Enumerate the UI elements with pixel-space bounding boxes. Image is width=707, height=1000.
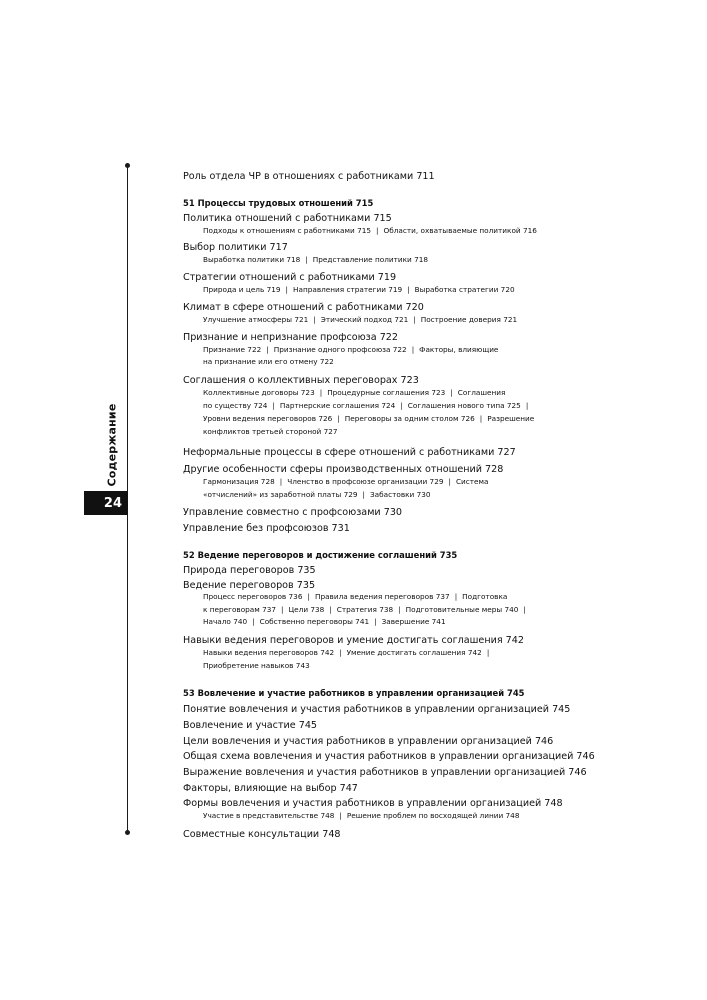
toc-subentry: Цели 738 <box>288 605 325 614</box>
separator: | <box>479 414 483 423</box>
toc-entry: Навыки ведения переговоров и умение достигать соглашения 742 <box>183 635 524 646</box>
toc-chapter-heading: 51 Процессы трудовых отношений 715 <box>183 198 374 208</box>
separator: | <box>398 605 401 614</box>
toc-subentry: Соглашения <box>457 388 506 397</box>
toc-subentry: Завершение 741 <box>381 617 446 626</box>
toc-entry: Выбор политики 717 <box>183 242 288 253</box>
separator: | <box>305 255 308 264</box>
toc-subentry: Области, охватываемые политикой 716 <box>383 226 537 235</box>
toc-subentry: Улучшение атмосферы 721 <box>203 315 309 324</box>
section-title-vertical: Содержание <box>105 403 119 487</box>
toc-subentry: Подготовка <box>462 592 508 601</box>
separator: | <box>523 605 526 614</box>
separator: | <box>411 345 415 354</box>
separator: | <box>337 414 340 423</box>
toc-entry: Неформальные процессы в сфере отношений с работниками 727 <box>183 447 516 458</box>
toc-subentries <box>203 388 505 397</box>
page-number: 24 <box>103 495 122 511</box>
toc-subentry: Признание 722 <box>203 345 262 354</box>
toc-subentry: Решение проблем по восходящей линии 748 <box>346 811 520 820</box>
separator: | <box>339 811 342 820</box>
separator: | <box>486 648 490 657</box>
toc-subentry: по существу 724 <box>203 401 268 410</box>
toc-subentry: Приобретение навыков 743 <box>203 661 310 670</box>
toc-subentries <box>203 477 489 486</box>
toc-subentries <box>203 661 310 670</box>
toc-subentry: Забастовки 730 <box>369 490 431 499</box>
toc-subentry: Уровни ведения переговоров 726 <box>203 414 333 423</box>
toc-subentries <box>203 315 517 324</box>
toc-subentries <box>203 414 534 423</box>
toc-subentries <box>203 285 515 294</box>
toc-subentry: Правила ведения переговоров 737 <box>314 592 450 601</box>
toc-subentries <box>203 401 533 410</box>
toc-entry: Климат в сфере отношений с работниками 720 <box>183 302 424 313</box>
toc-entry: Цели вовлечения и участия работников в управлении организацией 746 <box>183 736 554 747</box>
toc-entry: Природа переговоров 735 <box>183 565 316 576</box>
toc-subentry: Собственно переговоры 741 <box>259 617 370 626</box>
toc-entry: Соглашения о коллективных переговорах 723 <box>183 375 419 386</box>
separator: | <box>313 315 316 324</box>
toc-subentry: Факторы, влияющие <box>419 345 499 354</box>
toc-subentry: Природа и цель 719 <box>203 285 281 294</box>
toc-entry: Роль отдела ЧР в отношениях с работниками 711 <box>183 171 435 182</box>
toc-subentry: «отчислений» из заработной платы 729 <box>203 490 358 499</box>
toc-subentry: Признание одного профсоюза 722 <box>273 345 407 354</box>
toc-subentry: Переговоры за одним столом 726 <box>344 414 475 423</box>
toc-entry: Управление без профсоюзов 731 <box>183 523 350 534</box>
separator: | <box>266 345 269 354</box>
toc-subentry: Построение доверия 721 <box>420 315 518 324</box>
toc-entry: Факторы, влияющие на выбор 747 <box>183 783 358 794</box>
toc-subentries <box>203 605 531 614</box>
toc-subentries <box>203 648 494 657</box>
toc-subentry: Навыки ведения переговоров 742 <box>203 648 335 657</box>
toc-subentry: Направления стратегии 719 <box>293 285 403 294</box>
separator: | <box>374 617 377 626</box>
toc-subentry: Система <box>455 477 489 486</box>
page-number-badge <box>84 491 128 515</box>
toc-subentry: Начало 740 <box>203 617 248 626</box>
rule-top-dot <box>125 163 130 168</box>
separator: | <box>400 401 403 410</box>
toc-subentries <box>203 811 519 820</box>
toc-subentry: Разрешение <box>487 414 535 423</box>
toc-entry: Формы вовлечения и участия работников в управлении организацией 748 <box>183 798 563 809</box>
separator: | <box>252 617 255 626</box>
separator: | <box>450 388 453 397</box>
toc-subentry: Соглашения нового типа 725 <box>407 401 521 410</box>
separator: | <box>525 401 529 410</box>
toc-subentries <box>203 490 431 499</box>
separator: | <box>272 401 275 410</box>
toc-subentry: Умение достигать соглашения 742 <box>346 648 482 657</box>
toc-subentries <box>203 427 338 436</box>
separator: | <box>362 490 365 499</box>
toc-subentry: Гармонизация 728 <box>203 477 275 486</box>
separator: | <box>454 592 458 601</box>
toc-entry: Управление совместно с профсоюзами 730 <box>183 507 403 518</box>
separator: | <box>307 592 310 601</box>
toc-entry: Политика отношений с работниками 715 <box>183 213 392 224</box>
toc-subentries <box>203 226 537 235</box>
toc-entry: Общая схема вовлечения и участия работников в управлении организацией 746 <box>183 751 595 762</box>
separator: | <box>448 477 451 486</box>
toc-subentry: Выработка стратегии 720 <box>414 285 515 294</box>
toc-chapter-heading: 52 Ведение переговоров и достижение соглашений 735 <box>183 550 458 560</box>
toc-subentry: на признание или его отмену 722 <box>203 357 334 366</box>
toc-subentry: Партнерские соглашения 724 <box>279 401 396 410</box>
separator: | <box>376 226 379 235</box>
toc-entry: Стратегии отношений с работниками 719 <box>183 272 397 283</box>
toc-subentry: к переговорам 737 <box>203 605 277 614</box>
separator: | <box>407 285 410 294</box>
toc-subentries <box>203 592 507 601</box>
toc-entry: Другие особенности сферы производственных отношений 728 <box>183 464 504 475</box>
toc-subentry: Представление политики 718 <box>312 255 428 264</box>
toc-entry: Ведение переговоров 735 <box>183 580 316 591</box>
toc-subentries <box>203 357 334 366</box>
toc-entry: Понятие вовлечения и участия работников в управлении организацией 745 <box>183 704 571 715</box>
rule-bottom-dot <box>125 830 130 835</box>
toc-subentries <box>203 345 498 354</box>
separator: | <box>329 605 332 614</box>
toc-subentry: Участие в представительстве 748 <box>203 811 335 820</box>
toc-entry: Вовлечение и участие 745 <box>183 720 318 731</box>
toc-subentry: конфликтов третьей стороной 727 <box>203 427 338 436</box>
toc-chapter-heading: 53 Вовлечение и участие работников в управлении организацией 745 <box>183 688 525 698</box>
separator: | <box>413 315 416 324</box>
toc-subentry: Коллективные договоры 723 <box>203 388 315 397</box>
toc-subentry: Членство в профсоюзе организации 729 <box>287 477 444 486</box>
separator: | <box>339 648 342 657</box>
toc-subentry: Этический подход 721 <box>320 315 409 324</box>
toc-subentries <box>203 617 446 626</box>
toc-subentry: Стратегия 738 <box>336 605 394 614</box>
toc-subentry: Подходы к отношениям с работниками 715 <box>203 226 372 235</box>
separator: | <box>279 477 283 486</box>
separator: | <box>281 605 284 614</box>
toc-subentry: Выработка политики 718 <box>203 255 301 264</box>
toc-subentry: Подготовительные меры 740 <box>405 605 519 614</box>
toc-entry: Выражение вовлечения и участия работников в управлении организацией 746 <box>183 767 587 778</box>
toc-entry: Совместные консультации 748 <box>183 829 341 840</box>
toc-entry: Признание и непризнание профсоюза 722 <box>183 332 399 343</box>
separator: | <box>319 388 323 397</box>
toc-subentry: Процесс переговоров 736 <box>203 592 303 601</box>
separator: | <box>285 285 288 294</box>
toc-subentry: Процедурные соглашения 723 <box>327 388 446 397</box>
toc-subentries <box>203 255 428 264</box>
